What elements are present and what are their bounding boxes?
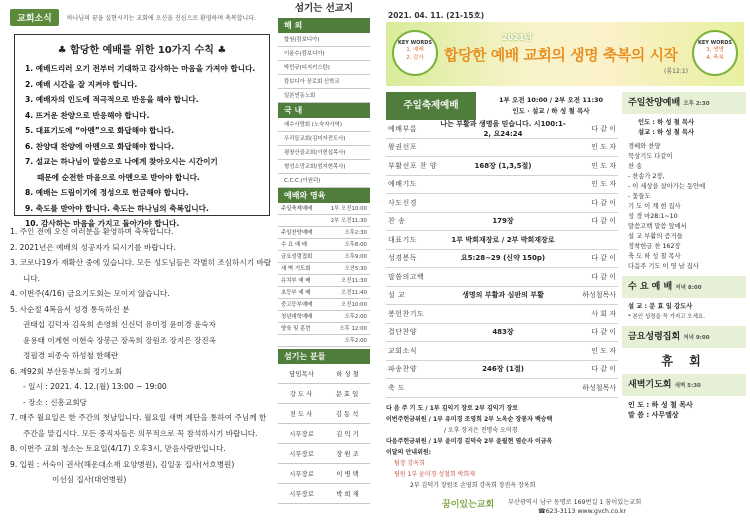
announcement-item: 5. 사순절 4복음서 성경 통독하신 분 [10,304,130,314]
dawn-line: 말 씀 : 사무엘상 [628,411,679,419]
liturgy-detail: 246장 (1절) [482,365,524,374]
keyword-item: 3. 생명 [706,47,724,53]
theme-banner [386,22,744,86]
right-column [378,0,750,530]
announcement-item: 3. 코로나19가 재확산 중에 있습니다. 모든 성도님들은 각별히 조심하시기 바랍니다. [10,258,272,283]
department-row [278,239,370,251]
liturgy-row [386,157,618,176]
department-row [278,215,370,227]
liturgy-item: 봉헌찬기도 [388,309,425,318]
rule-item: 9. 축도를 받아야 합니다. 축도는 하나님의 축복입니다. [25,203,209,213]
liturgy-row [386,268,618,287]
sunday-times [476,95,618,117]
liturgy-leader: 하성철목사 [582,291,616,300]
announcement-item: 4. 이번주(4/16) 금요기도회는 모이지 않습니다. [10,289,170,298]
liturgy-detail: 179장 [492,217,514,226]
liturgy-row [386,324,618,343]
announcement-item: 8. 이번주 교회 청소는 토요일(4/17) 오후3시, 맏음사랑반입니다. [10,444,226,453]
announcement-item: 윤용태 이계현 이현숙 장봉근 장옥희 장원조 장지은 장진옥 [23,335,216,345]
liturgy-row [386,139,618,158]
wednesday-line: 설 교 : 문 효 일 강도사 [628,303,693,310]
mission-item: 평창산골교회(이현섭목사) [278,146,370,160]
mission-item: 합원(캄보디아) [278,33,370,47]
department-row [278,251,370,263]
news-header [10,8,256,26]
department-row [278,263,370,275]
praise-line: 경배와 찬양 [628,143,661,150]
liturgy-item: 찬 송 [388,217,406,226]
liturgy-item: 말씀의고백 [388,272,425,281]
worship-rules-box [14,34,270,228]
department-row [278,299,370,311]
department-time: 오후8:00 [344,242,367,248]
keywords-badge-right [692,30,738,76]
mission-item: 예수사랑회 (노숙자사역) [278,118,370,132]
department-name: 양육 및 훈련 [281,326,311,332]
liturgy-detail: 생명의 부활과 심판의 부활 [462,291,544,300]
sunday-service [386,92,618,398]
announcement-item: - 장소 : 신흥교회당 [23,397,87,407]
liturgy-item: 왕권선포 [388,143,418,152]
liturgy-leader: 다 같 이 [591,328,616,337]
duty-row [278,404,370,424]
department-name: 초등부 예 배 [281,290,311,296]
announcement-item: - 일시 : 2021. 4. 12.(월) 13:00 ~ 19:00 [23,382,167,391]
rule-item: 8. 예배는 드림이기에 정성으로 헌금해야 합니다. [25,188,189,197]
liturgy-detail: 요5:28~29 (신약 150p) [460,254,546,263]
praise-line: - 찬송가 2장, [628,173,665,180]
liturgy-leader: 다 같 이 [591,217,616,226]
issue-date: 2021. 04. 11. (21-15호) [388,11,485,20]
liturgy-leader: 다 같 이 [591,198,616,207]
department-row [278,287,370,299]
keyword-item: 2. 감사 [406,55,424,61]
praise-time: 오후 2:30 [683,101,710,107]
duty-person: 문 효 일 [335,390,359,398]
duty-role: 전 도 사 [289,410,313,418]
banner-slogan: 합당한 예배 교회의 생명 축복의 시작 [444,46,678,64]
wednesday-time: 저녁 8:00 [675,285,702,291]
side-services [622,92,746,424]
liturgy-leader: 인 도 자 [591,180,616,189]
dawn-service-header [622,374,746,396]
praise-service-header [622,92,746,114]
mission-item: 박민규(티지키스탄) [278,61,370,75]
rule-item: 6. 찬양대 찬양에 아멘으로 화답해야 합니다. [25,141,174,151]
department-time: 오후2:00 [344,338,367,344]
announcement-item: 6. 제92회 부산동부노회 정기노회 [10,366,123,376]
liturgy-item: 파송찬양 [388,365,418,374]
department-name: 중고등부예배 [281,302,313,308]
friday-rest: 휴 회 [661,354,707,368]
mission-item: 캄보디아 장로회 신학교 [278,75,370,89]
rule-item: 2. 예배 시간을 잘 지켜야 합니다. [25,79,138,89]
duty-row [278,484,370,504]
praise-line: 설교 : 하 성 철 목사 [638,129,695,136]
rule-item: 3. 예배자의 인도에 적극적으로 반응을 해야 합니다. [25,95,199,104]
praise-line: 기 도 이 계 현 집사 [628,203,681,210]
friday-service-header [622,326,746,348]
keyword-item: 4. 축복 [706,55,724,61]
duty-row [278,464,370,484]
officers-section [386,403,618,491]
rules-list [25,61,259,232]
praise-line: 설 교 부활의 증거들 [628,233,683,240]
department-name: 새 벽 기도회 [281,266,311,272]
sunday-title: 주일축제예배 [386,92,476,120]
announcement-list [10,224,276,488]
duty-row [278,364,370,384]
liturgy-detail: 168장 (1,3,5절) [474,161,532,170]
officer-line: 2부 김덕기 장원조 손영희 강옥희 장진옥 장옥희 [410,482,536,489]
mission-item: 형성소망교회(엄지현목사) [278,160,370,174]
duty-person: 박 희 재 [336,490,359,498]
department-time: 2부 오전11:30 [330,218,367,224]
liturgy-leader: 인 도 자 [591,346,616,355]
liturgy-row [386,120,618,139]
officer-line: 다 음 주 기 도 / 1부 김익기 장로 2부 김익기 장로 [386,405,519,412]
duty-person: 하 성 철 [336,370,359,378]
liturgy-item: 성경봉독 [388,254,418,263]
mission-item: 우리들교회(김미자전도사) [278,132,370,146]
praise-line: 찬 송 [628,163,643,170]
praise-line: 축 도 하 성 철 목사 [628,253,681,260]
liturgy-row [386,250,618,269]
officer-line: 다음주헌금위원 / 1부 윤미경 김덕숙 2부 윤필현 염순자 이금옥 [386,438,553,445]
liturgy-leader: 사 회 자 [591,309,616,318]
praise-line: 성 경 마28:1~10 [628,213,678,220]
departments-header: 예배와 영육 [278,188,370,203]
mission-item: C.C.C.(이원덕) [278,174,370,188]
banner-verse: (롬12:1) [664,68,688,75]
department-time: 오후2:00 [344,314,367,320]
liturgy-item: 예배부름 [388,124,418,133]
liturgy-row [386,213,618,232]
praise-line: 말씀고백 말씀 앞에서 [628,223,687,230]
announcement-item: 1. 주인 전에 오신 여러분을 환영하며 축복합니다. [10,227,174,236]
liturgy-detail: 1부 박희재장로 / 2부 박희재장로 [451,235,555,244]
department-name: 금요성령집회 [281,254,313,260]
announcements [10,224,276,488]
rule-item: 4. 뜨거운 찬양으로 반응해야 합니다. [25,110,150,120]
duty-role: 시무장로 [289,490,314,498]
rule-item: 1. 예배드리러 오기 전부터 기대하고 감사하는 마음을 가져야 합니다. [25,64,256,73]
department-time: 오후9:00 [344,254,367,260]
keywords-label: KEY WORDS [697,40,733,46]
duty-person: 김 동 석 [335,410,359,418]
duty-role: 담임목사 [289,370,314,378]
officer-line: 팀장 강옥희 [394,460,425,467]
duty-role: 시무장로 [289,470,314,478]
officer-line: / 오후 장지은 전명숙 오미경 [444,427,518,434]
praise-line: - 이 세상을 살아가는 동안에 [628,183,706,190]
liturgy-item: 대표기도 [388,235,418,244]
dawn-service-body [622,396,746,424]
mission-item: 일본연동노회 [278,89,370,103]
duty-row [278,424,370,444]
liturgy-item: 교회소식 [388,346,418,355]
liturgy-leader: 다 같 이 [591,272,616,281]
wednesday-service-header [622,276,746,298]
overseas-header: 해 외 [278,18,370,33]
liturgy-row [386,342,618,361]
duty-person: 김 익 기 [336,430,359,438]
liturgy-row [386,194,618,213]
rule-item: 10. 감사하는 마음을 가지고 돌아가야 합니다. [25,219,180,228]
duty-role: 시무장로 [289,430,314,438]
duty-row [278,444,370,464]
liturgy-row [386,361,618,380]
department-name: 수 요 예 배 [281,242,307,248]
duty-person: 장 원 조 [336,450,359,458]
praise-line: 묵상기도 다같이 [628,153,673,160]
liturgy-row [386,305,618,324]
announcement-item: 7. 매주 월요일은 한 주간의 첫날입니다. 월요일 새벽 제단을 통하여 주님께 한 주간을 맡깁시다. 모든 중직자들은 의무적으로 꼭 참석하시기 바랍니다. [10,413,267,438]
service-leaders: 인도 · 설교 / 하 성 철 목사 [512,107,590,115]
dawn-title: 새벽기도회 [628,380,672,390]
department-time: 오후2:30 [344,230,367,236]
church-address: 부산광역시 남구 동명로 169번길 1 꿈이있는교회 [508,499,642,506]
mission-item: 이윤수(캄보디아) [278,47,370,61]
keywords-label: KEY WORDS [397,40,433,46]
missionary-title: 섬기는 선교지 [294,3,354,14]
keywords-badge-left [392,30,438,76]
officer-line: 이달의 안내위원: [386,449,432,456]
officer-line: 이번주헌금위원 / 1부 유미경 조영희 2부 노옥순 장봉자 백승택 [386,416,553,423]
department-name: 주일축제예배 [281,206,313,212]
friday-time: 저녁 9:00 [683,335,710,341]
liturgy-leader: 인 도 자 [591,161,616,170]
liturgy-leader: 하성철목사 [582,383,616,392]
announcement-item: 권태섭 김덕자 김옥희 손영희 신신덕 유미정 윤미경 윤숙자 [23,320,216,329]
liturgy-item: 설 교 [388,291,406,300]
liturgy-item: 결단찬양 [388,328,418,337]
liturgy-row [386,176,618,195]
news-subtitle: 하나님의 꿈을 실현시키는 교회에 오신을 진심으로 환영하며 축복합니다. [66,14,256,22]
sunday-header [386,92,618,120]
duty-header: 섬기는 분들 [278,349,370,364]
liturgy-item: 부활선포 찬 양 [388,161,438,170]
praise-line: 다음주 기도 이 영 남 집사 [628,263,699,270]
liturgy-row [386,287,618,306]
announcement-item: 이선심 집사(대연병원) [52,475,127,484]
department-time: 오전10:00 [341,302,367,308]
duty-role: 시무장로 [289,450,314,458]
duty-role: 강 도 사 [289,390,313,398]
department-name: 유치부 예 배 [281,278,311,284]
department-name: 주일찬양예배 [281,230,313,236]
praise-title: 주일찬양예배 [628,98,681,108]
department-row [278,311,370,323]
liturgy-item: 축 도 [388,383,406,392]
department-time: 오후 12:00 [339,326,367,332]
church-phone: ☎623-3113 www.gvch.co.kr [538,508,627,515]
news-tag: 교회소식 [10,9,59,26]
department-row [278,203,370,215]
liturgy-leader: 다 같 이 [591,124,616,133]
officer-line: 팀원 1부 윤미경 성철희 박희재 [394,471,475,478]
liturgy-leader: 다 같 이 [591,254,616,263]
keyword-item: 1. 예배 [406,47,424,53]
wednesday-title: 수 요 예 배 [628,282,673,292]
praise-line: - 꽃들도 [628,193,651,200]
dawn-line: 인 도 : 하 성 철 목사 [628,401,693,409]
department-row [278,335,370,347]
service-times: 1부 오전 10:00 / 2부 오전 11:30 [498,96,604,104]
middle-column [278,0,370,530]
wednesday-line: * 본인 성경을 꼭 가지고 오세요. [628,314,705,320]
church-logo: 꿈이있는교회 [442,500,495,510]
liturgy-leader: 인 도 자 [591,143,616,152]
department-row [278,227,370,239]
department-time: 오전11:30 [341,278,367,284]
department-time: 1부 오전10:00 [330,206,367,212]
announcement-item: 정필경 피종숙 하성철 한혜란 [23,351,119,360]
duty-person: 이 병 택 [336,470,359,478]
liturgy-item: 사도신경 [388,198,418,207]
department-time: 오전5:30 [344,266,367,272]
liturgy-row [386,231,618,250]
liturgy-table [386,120,618,398]
wednesday-service-body [622,298,746,326]
liturgy-item: 예배기도 [388,180,418,189]
domestic-header: 국 내 [278,103,370,118]
department-time: 오전11:40 [341,290,367,296]
liturgy-leader: 다 같 이 [591,365,616,374]
department-row [278,275,370,287]
liturgy-detail: 나는 부활과 생명을 믿습니다. 시100:1-2, 요24:24 [440,119,566,138]
banner-year: 2021년 [502,33,532,42]
department-name: 청년대학예배 [281,314,313,320]
announcement-item: 9. 입원 : 서숙이 권사(해운대소재 요양병원), 김일웅 집사(서호병원) [10,459,235,469]
rules-title: ♣ 합당한 예배를 위한 10가지 수칙 ♣ [57,45,227,56]
rule-item: 7. 설교는 하나님이 말씀으로 나에게 찾아오시는 시간이기 [25,157,218,166]
department-row [278,323,370,335]
rule-item: 5. 대표기도에 “아멘”으로 화답해야 합니다. [25,126,174,135]
rule-item: 때문에 순전한 마음으로 아멘으로 받아야 합니다. [37,172,200,182]
liturgy-detail: 483장 [492,328,514,337]
duty-row [278,384,370,404]
praise-line: 정착헌금 찬 162장 [628,243,681,250]
praise-service-body [622,114,746,276]
liturgy-row [386,379,618,398]
announcement-item: 2. 2021년은 예배의 성공자가 되시기를 바랍니다. [10,242,176,252]
praise-line: 인도 : 하 성 철 목사 [638,119,695,126]
dawn-time: 새벽 5:30 [674,383,701,389]
left-column [0,0,276,530]
friday-title: 금요성령집회 [628,332,681,342]
